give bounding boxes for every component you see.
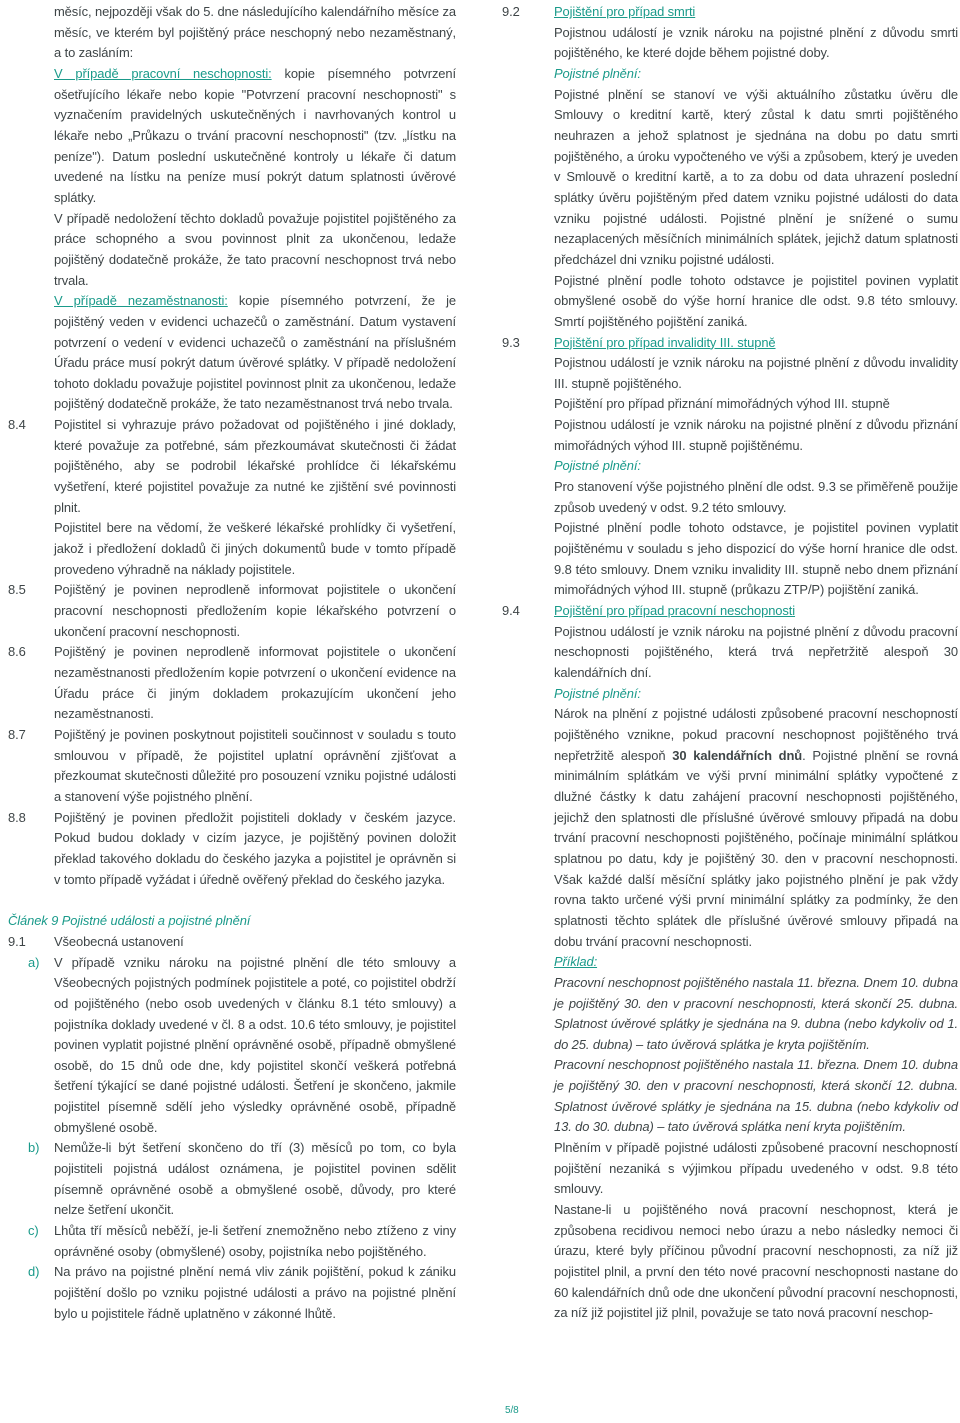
- incapacity-paragraph-2: V případě nedoložení těchto dokladů považuje pojistitel pojištěného za práce schopného a svou povinnost plnit za ukončenou, ledaže pojištěný dodatečně prokáže, že tato pracovní neschopnost trvá nebo trvala.: [54, 210, 456, 288]
- section-paragraph: Pojištěný je povinen poskytnout pojistiteli součinnost v souladu s touto smlouvou v případě, že pojistitel uplatní oprávnění zjišťovat a přezkoumat skutečnosti důležité pro posouzení vzniku pojistné události a stanovení výše pojistného plnění.: [54, 726, 456, 804]
- section-number: 8.8: [8, 809, 26, 825]
- section-number: 9.2: [502, 4, 520, 19]
- bold-text-run: 30 kalendářních dnů: [672, 747, 803, 763]
- section-number: 9.3: [502, 334, 520, 350]
- section-number: 8.7: [8, 726, 26, 742]
- section-title: Všeobecná ustanovení: [54, 933, 184, 949]
- unemployment-paragraph: [8, 291, 456, 415]
- section-paragraph: Pojistné plnění se stanoví ve výši aktuálního zůstatku úvěru dle Smlouvy o kreditní kartě, který zůstal k datu smrti pojištěného neuhrazen a jehož splatnost je sjednána na dobu po datu smrti pojištěného, a úroku vypočteného ve výši a způsobem, který je uveden v Smlouvě o kreditní kartě, a to za dobu od data uhrazení poslední splátky úvěru pojištěným před datem vzniku pojistné události do data vzniku pojistné události. Pojistné plnění je snížené o sumu nezaplacených měsíčních minimálních splátek, jejichž datum splatnosti předcházel dni vzniku pojistné události.: [554, 86, 958, 267]
- section-paragraph: Pojistné plnění podle tohoto odstavce, je pojistitel povinen vyplatit pojištěnému v souladu s jeho dispozicí do výše horní hranice dle odst. 9.8 této smlouvy. Dnem vzniku invalidity III. stupně nebo dnem přiznání mimořádných výhod III. stupně (průkazu ZTP/P) pojištění zaniká.: [554, 520, 958, 598]
- list-marker: a): [28, 954, 40, 970]
- incapacity-text: kopie písemného potvrzení ošetřujícího lékaře nebo kopie "Potvrzení pracovní neschopnosti" s vyznačením pravidelných uskutečněných i navrhovaných kontrol u lékaře nebo „Průkazu o trvání pracovní neschopnosti" (tzv. „lístku na peníze"). Datum poslední uskutečněné kontroly u lékaře či datum uvedené na lístku na peníze musí pokrýt datum splatnosti úvěrové splátky.: [54, 65, 456, 205]
- list-marker: d): [28, 1264, 40, 1280]
- section-paragraph: Pojistnou událostí je vznik nároku na pojistné plnění z důvodu přiznání mimořádných výhod III. stupně pojištěnému.: [554, 417, 958, 453]
- section-title: Pojištění pro případ smrti: [554, 4, 696, 19]
- list-item-text: V případě vzniku nároku na pojistné plnění dle této smlouvy a Všeobecných pojistných podmínek pojistitele a poté, co pojistitel obdrží od pojištěného (nebo osob uvedených v článku 8.1 této smlouvy) a pojistníka doklady uvedené v čl. 8 a odst. 10.6 této smlouvy, je pojistitel povinen vyplatit pojistné plnění oprávněné osobě, případně obmyšlené osobě, do 15 dnů ode dne, kdy pojistitel skončí veškerá potřebná šetření týkající se dané pojistné události. Šetření je skončeno, jakmile pojistitel písemně sdělí jeho výsledky oprávněné osobě, případně obmyšlené osobě.: [54, 954, 456, 1135]
- section-paragraph: Pojištěný je povinen neprodleně informovat pojistitele o ukončení nezaměstnanosti předložením kopie potvrzení o ukončení evidence na Úřadu práce či jiným dokladem prokazujícím ukončení jeho nezaměstnanosti.: [54, 644, 456, 722]
- unemployment-text: kopie písemného potvrzení, že je pojištěný veden v evidenci uchazečů o zaměstnání. Datum vystavení potvrzení o vedení v evidenci uchazečů o zaměstnání na příslušném Úřadu práce musí pokrýt datum úvěrové splátky. V případě nedoložení tohoto dokladu považuje pojistitel povinnost plnit za ukončenou, ledaže pojištěný dodatečně prokáže, že tato nezaměstnanost trvá nebo trvala.: [54, 293, 456, 412]
- section-number: 9.1: [8, 933, 26, 949]
- section-paragraph: Pojistitel si vyhrazuje právo požadovat od pojištěného i jiné doklady, které považuje za potřebné, sám přezkoumávat skutečnosti či žádat pojištěného, aby se podrobil lékařské prohlídce či lékařskému vyšetření, které pojistitel považuje za nutné ke zjištění své povinnosti plnit.: [54, 417, 456, 515]
- section-number: 8.6: [8, 644, 26, 660]
- list-item-text: Lhůta tří měsíců neběží, je-li šetření znemožněno nebo ztíženo z viny oprávněné osoby (obmyšlené) osoby, pojistníka nebo pojištěného.: [54, 1223, 456, 1259]
- section-8-7: [8, 725, 456, 808]
- benefit-label: Pojistné plnění:: [554, 685, 641, 701]
- section-number: 8.5: [8, 582, 26, 598]
- section-paragraph: Pojistné plnění podle tohoto odstavce je pojistitel povinen vyplatit obmyšlené osobě do výše horní hranice dle odst. 9.8 této smlouvy. Smrtí pojištěného pojištění zaniká.: [554, 272, 958, 329]
- section-number: 8.4: [8, 417, 26, 433]
- section-9-4: [502, 601, 958, 1324]
- benefit-label: Pojistné plnění:: [554, 458, 641, 474]
- section-9-3: [502, 333, 958, 602]
- section-9-2: [502, 2, 958, 333]
- page-number: 5/8: [505, 1405, 519, 1416]
- section-8-6: [8, 642, 456, 725]
- section-paragraph: Pojistitel bere na vědomí, že veškeré lékařské prohlídky či vyšetření, jakož i předložení dokladů či jiných dokumentů bude v tomto případě provedeno výhradně na náklady pojistitele.: [54, 520, 456, 577]
- list-item-c: [8, 1221, 456, 1262]
- section-paragraph: Pojistnou událostí je vznik nároku na pojistné plnění z důvodu invalidity III. stupně pojištěného.: [554, 355, 958, 391]
- incapacity-paragraph: [8, 64, 456, 209]
- section-paragraph: Plněním v případě pojistné události způsobené pracovní neschopností pojištění nezaniká s výjimkou případu uvedeného v odst. 9.8 této smlouvy.: [554, 1140, 958, 1197]
- section-paragraph: Pro stanovení výše pojistného plnění dle odst. 9.3 se přiměřeně použije způsob uvedený v odst. 9.2 této smlouvy.: [554, 479, 958, 515]
- unemployment-label: V případě nezaměstnanosti:: [54, 293, 228, 309]
- section-title: Pojištění pro případ invalidity III. stupně: [554, 334, 776, 350]
- example-paragraph: Pracovní neschopnost pojištěného nastala 11. března. Dnem 10. dubna je pojištěný 30. den v pracovní neschopnosti, která skončí 25. dubna. Splatnost úvěrové splátky je sjednána na 9. dubna (nebo kdykoliv od 1. do 25. dubna) – tato úvěrová splátka je kryta pojištěním.: [554, 974, 958, 1052]
- article-9-title: Článek 9 Pojistné události a pojistné plnění: [8, 913, 251, 929]
- section-8-5: [8, 580, 456, 642]
- section-paragraph: Pojistnou událostí je vznik nároku na pojistné plnění z důvodu pracovní neschopnosti pojištěného, která trvá nepřetržitě alespoň 30 kalendářních dní.: [554, 623, 958, 680]
- right-column: [502, 2, 958, 1324]
- benefit-label: Pojistné plnění:: [554, 65, 641, 81]
- left-column: [8, 2, 456, 1324]
- section-paragraph: Nastane-li u pojištěného nová pracovní neschopnost, která je způsobena recidivou nemoci nebo úrazu a nebo následky nemoci či úrazu, které byly příčinou původní pracovní neschopnosti, za níž již pojistitel plnil, a první den této nové pracovní neschopnosti nastane do 60 kalendářních dnů ode dne ukončení původní pracovní neschopnosti, za níž již pojistitel již plnil, považuje se tato nová pracovní neschop-: [554, 1202, 958, 1321]
- example-paragraph: Pracovní neschopnost pojištěného nastala 11. března. Dnem 10. dubna je pojištěný 30. den v pracovní neschopnosti, která skončí 12. dubna. Splatnost úvěrové splátky je sjednána na 15. dubna (nebo kdykoliv od 13. do 30. dubna) – tato úvěrová splátka není kryta pojištěním.: [554, 1057, 958, 1135]
- incapacity-label: V případě pracovní neschopnosti:: [54, 65, 272, 81]
- section-8-4: [8, 415, 456, 580]
- section-paragraph: Pojištěný je povinen předložit pojistiteli doklady v českém jazyce. Pokud budou doklady v cizím jazyce, je pojištěný povinen doložit překlad takového dokladu do českého jazyka a pojistitel je oprávněn si v tomto případě vyžádat i úředně ověřený překlad do českého jazyka.: [54, 809, 456, 887]
- section-paragraph: Pojištěný je povinen neprodleně informovat pojistitele o ukončení pracovní neschopnosti předložením kopie lékařského potvrzení o ukončení pracovní neschopnosti.: [54, 582, 456, 639]
- text-run: Nárok na plnění z pojistné události způsobené pracovní neschopností pojištěného vznikne, pokud pracovní neschopnost pojištěného trvá nepřetržitě alespoň: [554, 706, 958, 763]
- section-paragraph: Pojištění pro případ přiznání mimořádných výhod III. stupně: [554, 396, 890, 412]
- section-8-8: [8, 808, 456, 891]
- intro-paragraph: měsíc, nejpozději však do 5. dne následujícího kalendářního měsíce za měsíc, ve kterém byl pojištěný práce neschopný nebo nezaměstnaný, a to zasláním:: [54, 4, 456, 61]
- list-item-text: Na právo na pojistné plnění nemá vliv zánik pojištění, pokud k zániku pojištění došlo po vzniku pojistné události a právo na pojistné plnění bylo u pojistitele řádně uplatněno v zákonné lhůtě.: [54, 1264, 456, 1321]
- list-item-b: [8, 1138, 456, 1221]
- text-run: . Pojistné plnění se rovná minimálním splátkám ve výši první minimální splátky vypočtené z dlužné částky k datu zahájení pracovní neschopnosti pojištěného, jejichž den splatnosti dle příslušné úvěrové smlouvy připadá na dobu trvání pracovní neschopnosti pojištěného, počínaje minimální splátkou splatnou po datu, kdy je pojištěný 30. den v pracovní neschopnosti. Však každé další měsíční splátky jako pojistného plnění je pak vždy rovna takto určené výši první minimální splátky za podmínky, že den splatnosti těchto splátek dle příslušné úvěrové smlouvy připadá na dobu trvání pracovní neschopnosti.: [554, 747, 959, 949]
- list-marker: c): [28, 1223, 39, 1239]
- section-number: 9.4: [502, 603, 520, 619]
- list-item-d: [8, 1262, 456, 1324]
- list-item-a: [8, 953, 456, 1139]
- section-paragraph: [554, 704, 958, 952]
- example-label: Příklad:: [554, 954, 598, 970]
- list-marker: b): [28, 1140, 40, 1156]
- section-9-1-heading: [8, 932, 456, 953]
- list-item-text: Nemůže-li být šetření skončeno do tří (3) měsíců po tom, co byla pojistiteli pojistná událost oznámena, je pojistitel povinen sdělit písemně oprávněné osobě a obmyšlené osobě, důvody, pro které nelze šetření ukončit.: [54, 1140, 456, 1218]
- section-paragraph: Pojistnou událostí je vznik nároku na pojistné plnění z důvodu smrti pojištěného, ke které dojde během pojistné doby.: [554, 24, 958, 61]
- section-title: Pojištění pro případ pracovní neschopnosti: [554, 603, 796, 619]
